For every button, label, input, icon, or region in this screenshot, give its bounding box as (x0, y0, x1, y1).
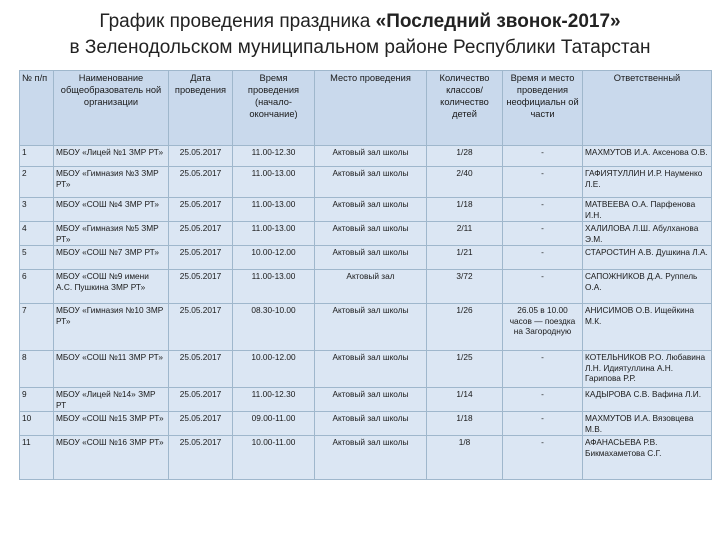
class-count-cell: 1/14 (427, 388, 503, 412)
class-count-cell: 1/26 (427, 304, 503, 351)
event-place-cell: Актовый зал школы (315, 167, 427, 198)
row-number-cell: 9 (20, 388, 54, 412)
class-count-cell: 1/8 (427, 436, 503, 480)
table-row (20, 198, 712, 222)
row-number-cell: 3 (20, 198, 54, 222)
class-count-cell: 1/28 (427, 146, 503, 167)
row-number-cell: 1 (20, 146, 54, 167)
header-cell: Дата проведения (169, 71, 233, 146)
schedule-table-wrapper (19, 70, 711, 540)
header-cell: Время и место проведения неофициальн ой части (503, 71, 583, 146)
class-count-cell: 2/40 (427, 167, 503, 198)
informal-part-cell: - (503, 270, 583, 304)
table-row (20, 436, 712, 480)
table-row (20, 146, 712, 167)
event-date-cell: 25.05.2017 (169, 222, 233, 246)
org-name-cell: МБОУ «Гимназия №10 ЗМР РТ» (54, 304, 169, 351)
header-cell: Количество классов/ количество детей (427, 71, 503, 146)
row-number-cell: 6 (20, 270, 54, 304)
event-place-cell: Актовый зал школы (315, 388, 427, 412)
informal-part-cell: - (503, 412, 583, 436)
row-number-cell: 11 (20, 436, 54, 480)
class-count-cell: 1/25 (427, 351, 503, 388)
org-name-cell: МБОУ «СОШ №4 ЗМР РТ» (54, 198, 169, 222)
event-place-cell: Актовый зал школы (315, 412, 427, 436)
event-time-cell: 11.00-12.30 (233, 388, 315, 412)
event-place-cell: Актовый зал школы (315, 246, 427, 270)
table-row (20, 351, 712, 388)
informal-part-cell: - (503, 246, 583, 270)
class-count-cell: 3/72 (427, 270, 503, 304)
informal-part-cell: - (503, 388, 583, 412)
row-number-cell: 5 (20, 246, 54, 270)
event-date-cell: 25.05.2017 (169, 436, 233, 480)
event-date-cell: 25.05.2017 (169, 388, 233, 412)
event-time-cell: 10.00-12.00 (233, 351, 315, 388)
event-place-cell: Актовый зал школы (315, 351, 427, 388)
responsible-persons-cell: АФАНАСЬЕВА Р.В. Бикмахаметова С.Г. (583, 436, 712, 480)
event-date-cell: 25.05.2017 (169, 304, 233, 351)
org-name-cell: МБОУ «Гимназия №3 ЗМР РТ» (54, 167, 169, 198)
event-date-cell: 25.05.2017 (169, 146, 233, 167)
schedule-table (19, 70, 712, 480)
event-time-cell: 09.00-11.00 (233, 412, 315, 436)
org-name-cell: МБОУ «Лицей №1 ЗМР РТ» (54, 146, 169, 167)
row-number-cell: 10 (20, 412, 54, 436)
table-row (20, 388, 712, 412)
responsible-persons-cell: ГАФИЯТУЛЛИН И.Р. Науменко Л.Е. (583, 167, 712, 198)
event-time-cell: 11.00-13.00 (233, 222, 315, 246)
title-event-name: «Последний звонок-2017» (375, 11, 621, 32)
event-place-cell: Актовый зал школы (315, 198, 427, 222)
responsible-persons-cell: МАХМУТОВ И.А. Вязовцева М.В. (583, 412, 712, 436)
responsible-persons-cell: МАТВЕЕВА О.А. Парфенова И.Н. (583, 198, 712, 222)
responsible-persons-cell: СТАРОСТИН А.В. Душкина Л.А. (583, 246, 712, 270)
org-name-cell: МБОУ «СОШ №7 ЗМР РТ» (54, 246, 169, 270)
event-date-cell: 25.05.2017 (169, 198, 233, 222)
org-name-cell: МБОУ «Гимназия №5 ЗМР РТ» (54, 222, 169, 246)
responsible-persons-cell: ХАЛИЛОВА Л.Ш. Абулханова Э.М. (583, 222, 712, 246)
event-time-cell: 11.00-13.00 (233, 167, 315, 198)
responsible-persons-cell: КАДЫРОВА С.В. Вафина Л.И. (583, 388, 712, 412)
row-number-cell: 7 (20, 304, 54, 351)
table-row (20, 304, 712, 351)
header-cell: Наименование общеобразователь ной организации (54, 71, 169, 146)
event-time-cell: 11.00-12.30 (233, 146, 315, 167)
responsible-persons-cell: КОТЕЛЬНИКОВ Р.О. Любавина Л.Н. Идиятуллина А.Н. Гарипова Р.Р. (583, 351, 712, 388)
org-name-cell: МБОУ «СОШ №16 ЗМР РТ» (54, 436, 169, 480)
event-place-cell: Актовый зал (315, 270, 427, 304)
event-time-cell: 10.00-11.00 (233, 436, 315, 480)
row-number-cell: 8 (20, 351, 54, 388)
informal-part-cell: 26.05 в 10.00 часов — поездка на Загородную (503, 304, 583, 351)
event-date-cell: 25.05.2017 (169, 167, 233, 198)
informal-part-cell: - (503, 198, 583, 222)
table-row (20, 412, 712, 436)
event-place-cell: Актовый зал школы (315, 146, 427, 167)
org-name-cell: МБОУ «СОШ №15 ЗМР РТ» (54, 412, 169, 436)
event-time-cell: 11.00-13.00 (233, 198, 315, 222)
responsible-persons-cell: САПОЖНИКОВ Д.А. Руппель О.А. (583, 270, 712, 304)
table-row (20, 270, 712, 304)
org-name-cell: МБОУ «СОШ №9 имени А.С. Пушкина ЗМР РТ» (54, 270, 169, 304)
class-count-cell: 1/18 (427, 412, 503, 436)
page-title (0, 0, 720, 57)
row-number-cell: 2 (20, 167, 54, 198)
title-line-1 (0, 9, 720, 35)
table-header-row (20, 71, 712, 146)
event-place-cell: Актовый зал школы (315, 304, 427, 351)
header-cell: Место проведения (315, 71, 427, 146)
org-name-cell: МБОУ «СОШ №11 ЗМР РТ» (54, 351, 169, 388)
table-row (20, 167, 712, 198)
title-line-2: в Зеленодольском муниципальном районе Республики Татарстан (69, 37, 651, 58)
class-count-cell: 2/11 (427, 222, 503, 246)
row-number-cell: 4 (20, 222, 54, 246)
header-cell: № п/п (20, 71, 54, 146)
class-count-cell: 1/21 (427, 246, 503, 270)
event-date-cell: 25.05.2017 (169, 270, 233, 304)
event-time-cell: 08.30-10.00 (233, 304, 315, 351)
informal-part-cell: - (503, 146, 583, 167)
informal-part-cell: - (503, 436, 583, 480)
org-name-cell: МБОУ «Лицей №14» ЗМР РТ (54, 388, 169, 412)
event-time-cell: 10.00-12.00 (233, 246, 315, 270)
title-prefix: График проведения праздника (99, 11, 376, 32)
header-cell: Ответственный (583, 71, 712, 146)
responsible-persons-cell: МАХМУТОВ И.А. Аксенова О.В. (583, 146, 712, 167)
informal-part-cell: - (503, 222, 583, 246)
class-count-cell: 1/18 (427, 198, 503, 222)
informal-part-cell: - (503, 351, 583, 388)
event-date-cell: 25.05.2017 (169, 412, 233, 436)
event-place-cell: Актовый зал школы (315, 222, 427, 246)
responsible-persons-cell: АНИСИМОВ О.В. Ищейкина М.К. (583, 304, 712, 351)
table-row (20, 246, 712, 270)
event-date-cell: 25.05.2017 (169, 351, 233, 388)
table-row (20, 222, 712, 246)
header-cell: Время проведения (начало-окончание) (233, 71, 315, 146)
event-date-cell: 25.05.2017 (169, 246, 233, 270)
event-place-cell: Актовый зал школы (315, 436, 427, 480)
informal-part-cell: - (503, 167, 583, 198)
event-time-cell: 11.00-13.00 (233, 270, 315, 304)
